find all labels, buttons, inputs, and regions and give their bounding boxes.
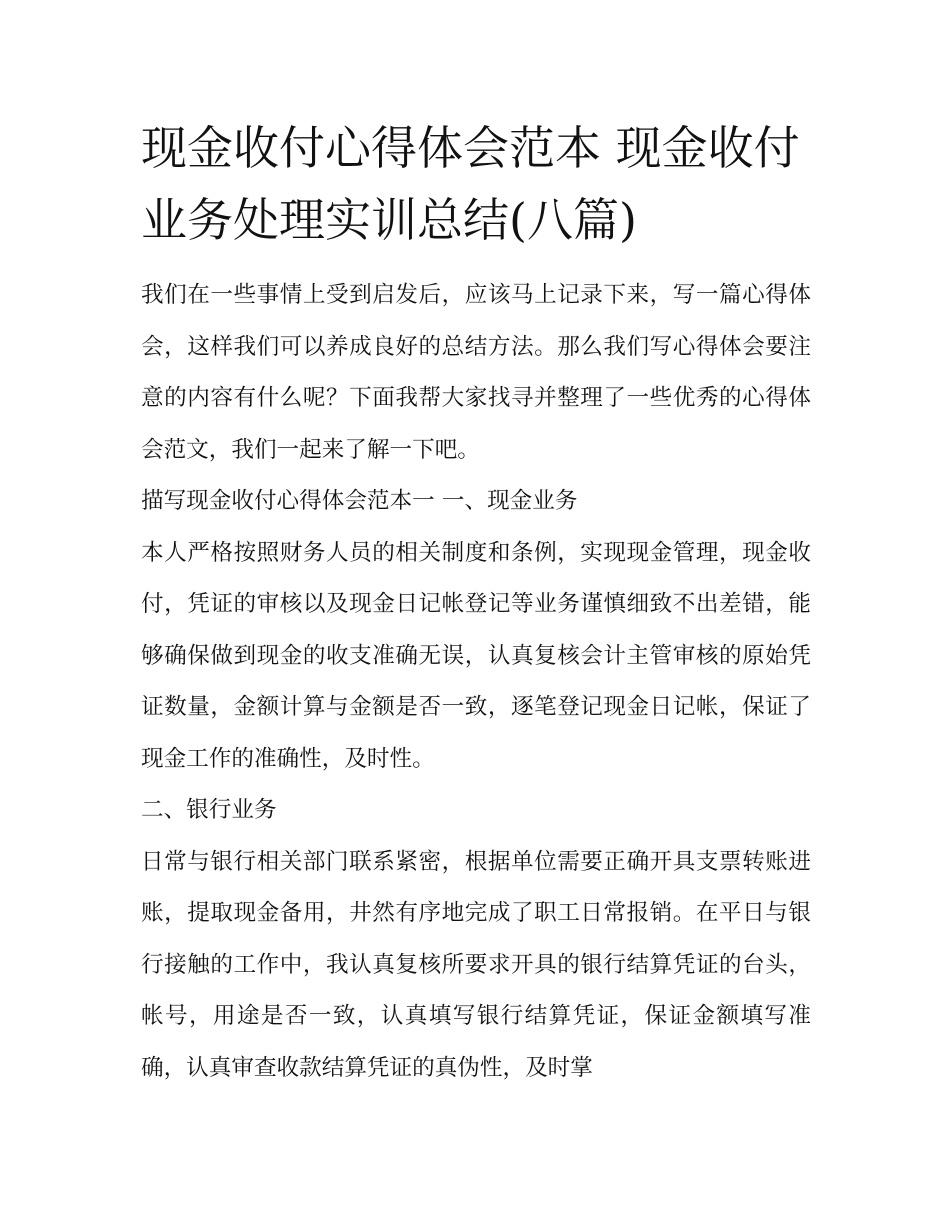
section-heading-cash: 描写现金收付心得体会范本一 一、现金业务 xyxy=(141,488,578,514)
document-content xyxy=(141,112,811,1094)
document-body xyxy=(141,270,811,1094)
section-heading-bank: 二、银行业务 xyxy=(141,797,277,823)
bank-business-paragraph: 日常与银行相关部门联系紧密，根据单位需要正确开具支票转账进账，提取现金备用，井然有序地完成了职工日常报销。在平日与银行接触的工作中，我认真复核所要求开具的银行结算凭证的台头，帐号，用途是否一致，认真填写银行结算凭证，保证金额填写准确，认真审查收款结算凭证的真伪性，及时掌 xyxy=(141,848,811,1081)
cash-business-paragraph: 本人严格按照财务人员的相关制度和条例，实现现金管理，现金收付，凭证的审核以及现金日记帐登记等业务谨慎细致不出差错，能够确保做到现金的收支准确无误，认真复核会计主管审核的原始凭证数量，金额计算与金额是否一致，逐笔登记现金日记帐，保证了现金工作的准确性，及时性。 xyxy=(141,539,811,772)
document-title: 现金收付心得体会范本 现金收付业务处理实训总结(八篇) xyxy=(141,121,800,247)
intro-paragraph: 我们在一些事情上受到启发后，应该马上记录下来，写一篇心得体会，这样我们可以养成良好的总结方法。那么我们写心得体会要注意的内容有什么呢？下面我帮大家找寻并整理了一些优秀的心得体会范文，我们一起来了解一下吧。 xyxy=(141,282,811,463)
